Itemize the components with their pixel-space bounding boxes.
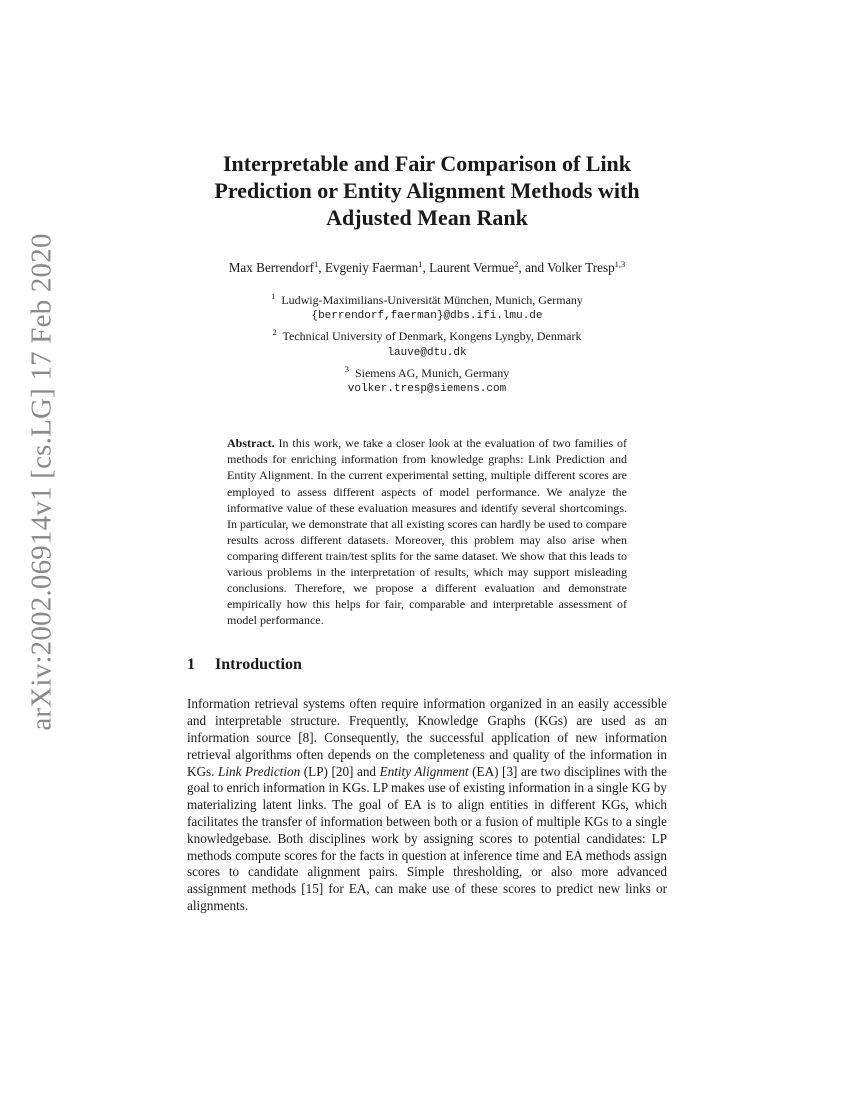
- affiliation-name: Siemens AG, Munich, Germany: [354, 365, 510, 380]
- affiliation-email: volker.tresp@siemens.com: [347, 383, 507, 396]
- section-heading: [187, 656, 667, 674]
- abstract: [227, 435, 627, 628]
- section-title: Introduction: [215, 656, 302, 674]
- author-list: [187, 256, 667, 276]
- affiliation-name: Technical University of Denmark, Kongens Lyngby, Denmark: [282, 329, 582, 344]
- author-separator: ,: [422, 260, 430, 275]
- affiliation-number: 2: [272, 327, 277, 338]
- affiliation-number: 3: [344, 363, 349, 374]
- affiliation-email: {berrendorf,faerman}@dbs.ifi.lmu.de: [311, 310, 543, 323]
- affiliation-item: [187, 288, 667, 324]
- author-affiliation-mark: 2: [514, 259, 519, 269]
- intro-text-part: Information retrieval systems often require information organized in an easily accessible and interpretable structure. Frequently, Knowledge Graphs (KGs) are used as an information source [8]. Consequently, the successful application of new information retrieval algorithms often depends on the completeness and quality of the information in KGs.: [187, 696, 667, 779]
- intro-text-part: (EA) [3] are two disciplines with the goal to enrich information in KGs. LP makes use of existing information in a single KG by materializing latent links. The goal of EA is to align entities in different KGs, which facilitates the transfer of information between both or a fusion of multiple KGs to a single knowledgebase. Both disciplines work by assigning scores to potential candidates: LP methods compute scores for the facts in question at inference time and EA methods assign scores to candidate alignment pairs. Simple thresholding, or also more advanced assignment methods [15] for EA, can make use of these scores to predict new links or alignments.: [187, 763, 667, 913]
- affiliation-item: [187, 361, 667, 397]
- paper-title: [187, 150, 667, 231]
- link-prediction-term: Link Prediction: [218, 763, 301, 779]
- entity-alignment-term: Entity Alignment: [379, 763, 469, 779]
- affiliation-item: [187, 324, 667, 360]
- author-name: Volker Tresp: [547, 260, 615, 275]
- affiliation-name: Ludwig-Maximilians-Universität München, Munich, Germany: [281, 293, 583, 307]
- title-line-2: Prediction or Entity Alignment Methods with: [214, 178, 640, 203]
- section-number: 1: [187, 656, 195, 674]
- abstract-text: In this work, we take a closer look at the evaluation of two families of methods for enriching information from knowledge graphs: Link Prediction and Entity Alignment. In the current experimental setting, multiple different scores are employed to assess different aspects of model performance. We analyze the informative value of these evaluation measures and identify several shortcomings. In particular, we demonstrate that all existing scores can hardly be used to compare results across different datasets. Moreover, this problem may also arise when comparing different train/test splits for the same dataset. We show that this leads to various problems in the interpretation of results, which may support misleading conclusions. Therefore, we propose a different evaluation and demonstrate empirically how this helps for fair, comparable and interpretable assessment of model performance.: [227, 436, 628, 628]
- title-line-1: Interpretable and Fair Comparison of Link: [222, 151, 632, 176]
- author-name: Evgeniy Faerman: [324, 260, 419, 275]
- abstract-label: Abstract.: [227, 436, 275, 451]
- paper-page: [187, 150, 667, 928]
- affiliation-email: lauve@dtu.dk: [387, 346, 467, 359]
- author-affiliation-mark: 1: [418, 259, 423, 269]
- author-affiliation-mark: 1: [314, 259, 319, 269]
- affiliation-number: 1: [271, 291, 276, 301]
- author-name: Max Berrendorf: [228, 260, 315, 275]
- arxiv-stamp: [0, 0, 70, 1100]
- introduction-paragraph: [187, 696, 667, 914]
- arxiv-identifier: arXiv:2002.06914v1 [cs.LG] 17 Feb 2020: [25, 233, 58, 731]
- affiliation-list: [187, 288, 667, 397]
- author-separator: , and: [518, 260, 548, 275]
- author-separator: ,: [318, 260, 325, 275]
- title-line-3: Adjusted Mean Rank: [326, 205, 528, 230]
- author-affiliation-mark: 1,3: [614, 259, 626, 269]
- author-name: Laurent Vermue: [429, 260, 515, 275]
- intro-text-part: (LP) [20] and: [300, 763, 380, 779]
